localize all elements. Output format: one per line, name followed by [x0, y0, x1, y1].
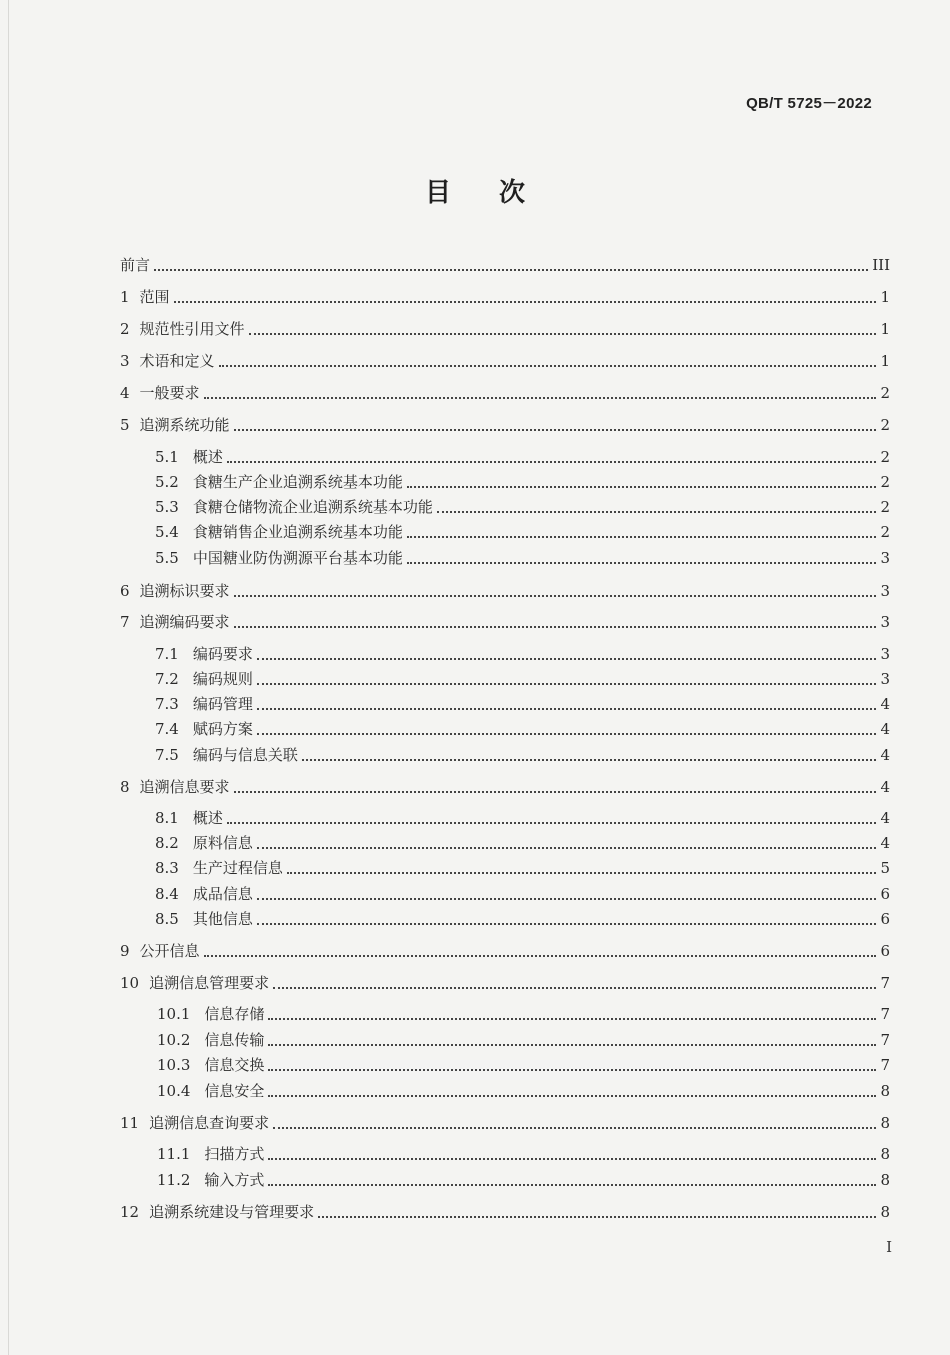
toc-entry-label: 中国糖业防伪溯源平台基本功能 — [192, 549, 403, 567]
toc-entry[interactable] — [157, 1003, 890, 1025]
dot-leader — [268, 1184, 876, 1186]
dot-leader — [227, 461, 876, 463]
dot-leader — [227, 822, 876, 824]
toc-entry[interactable] — [120, 318, 890, 340]
toc-entry[interactable] — [120, 1201, 890, 1223]
toc-entry-page: 7 — [880, 1056, 890, 1074]
toc-entry-number: 8.3 — [155, 859, 179, 877]
toc-entry-page: 4 — [880, 778, 890, 796]
toc-entry-page: 3 — [880, 582, 890, 600]
toc-entry-page: 1 — [880, 288, 890, 306]
toc-entry-page: 3 — [880, 670, 890, 688]
toc-entry-page: 2 — [880, 416, 890, 434]
toc-entry-number: 10.4 — [157, 1082, 191, 1100]
toc-entry[interactable] — [155, 643, 890, 665]
toc-entry-number: 1 — [120, 288, 130, 306]
toc-entry-label: 公开信息 — [139, 942, 200, 960]
toc-entry-label: 食糖生产企业追溯系统基本功能 — [192, 473, 403, 491]
toc-entry[interactable] — [120, 382, 890, 404]
toc-entry-label: 一般要求 — [139, 384, 200, 402]
toc-entry-page: 7 — [880, 974, 890, 992]
toc-entry-number: 2 — [120, 320, 130, 338]
toc-entry-number: 8.5 — [155, 910, 179, 928]
toc-entry-number: 9 — [120, 942, 130, 960]
toc-entry[interactable] — [120, 611, 890, 633]
dot-leader — [437, 511, 876, 513]
toc-entry-label: 食糖销售企业追溯系统基本功能 — [192, 523, 403, 541]
toc-entry-label: 追溯系统功能 — [139, 416, 230, 434]
dot-leader — [257, 683, 876, 685]
dot-leader — [268, 1069, 876, 1071]
toc-entry-number: 8 — [120, 778, 130, 796]
toc-entry-number: 10 — [120, 974, 140, 992]
toc-entry-label: 规范性引用文件 — [139, 320, 245, 338]
toc-entry-number: 3 — [120, 352, 130, 370]
toc-entry-number: 5 — [120, 416, 130, 434]
toc-entry-page: 4 — [880, 746, 890, 764]
toc-entry-page: 8 — [880, 1171, 890, 1189]
toc-entry-number: 7.2 — [155, 670, 179, 688]
dot-leader — [257, 898, 876, 900]
toc-entry-label: 其他信息 — [192, 910, 253, 928]
toc-entry[interactable] — [120, 972, 890, 994]
toc-entry-page: 4 — [880, 695, 890, 713]
toc-entry-number: 8.2 — [155, 834, 179, 852]
dot-leader — [407, 486, 876, 488]
dot-leader — [257, 847, 876, 849]
toc-entry-number: 7.3 — [155, 695, 179, 713]
toc-entry[interactable] — [120, 1112, 890, 1134]
dot-leader — [249, 333, 876, 335]
toc-entry-number: 5.2 — [155, 473, 179, 491]
toc-entry-label: 编码管理 — [192, 695, 253, 713]
toc-entry-number: 11 — [120, 1114, 140, 1132]
toc-entry-page: 2 — [880, 498, 890, 516]
toc-entry-page: 8 — [880, 1114, 890, 1132]
toc-entry-number: 5.3 — [155, 498, 179, 516]
toc-entry-label: 编码规则 — [192, 670, 253, 688]
toc-entry-label: 概述 — [192, 448, 223, 466]
dot-leader — [234, 791, 876, 793]
toc-entry-page: 6 — [880, 942, 890, 960]
toc-entry[interactable] — [155, 496, 890, 518]
toc-entry-label: 扫描方式 — [204, 1145, 265, 1163]
dot-leader — [234, 626, 876, 628]
toc-entry-page: 5 — [880, 859, 890, 877]
toc-entry-label: 原料信息 — [192, 834, 253, 852]
toc-entry-number: 7.1 — [155, 645, 179, 663]
toc-entry[interactable] — [155, 857, 890, 879]
dot-leader — [174, 301, 876, 303]
toc-entry[interactable] — [155, 883, 890, 905]
toc-entry-label: 范围 — [139, 288, 170, 306]
toc-entry[interactable] — [120, 254, 890, 276]
toc-entry-page: 1 — [880, 320, 890, 338]
toc-entry-number: 8.1 — [155, 809, 179, 827]
toc-entry[interactable] — [157, 1143, 890, 1165]
toc-entry-number: 10.3 — [157, 1056, 191, 1074]
toc-entry-number: 11.1 — [157, 1145, 191, 1163]
toc-entry-page: 2 — [880, 384, 890, 402]
toc-entry-number: 8.4 — [155, 885, 179, 903]
toc-entry[interactable] — [155, 668, 890, 690]
toc-entry[interactable] — [120, 776, 890, 798]
dot-leader — [318, 1216, 876, 1218]
toc-entry[interactable] — [155, 547, 890, 569]
toc-entry-page: 3 — [880, 613, 890, 631]
toc-entry-label: 食糖仓储物流企业追溯系统基本功能 — [192, 498, 433, 516]
toc-entry[interactable] — [155, 521, 890, 543]
dot-leader — [219, 365, 876, 367]
toc-entry-page: 6 — [880, 885, 890, 903]
toc-entry-label: 追溯系统建设与管理要求 — [149, 1203, 315, 1221]
toc-entry-label: 术语和定义 — [139, 352, 215, 370]
dot-leader — [268, 1044, 876, 1046]
dot-leader — [273, 1127, 876, 1129]
toc-entry-label: 赋码方案 — [192, 720, 253, 738]
toc-entry[interactable] — [157, 1080, 890, 1102]
dot-leader — [154, 269, 868, 271]
dot-leader — [257, 733, 876, 735]
toc-entry-label: 信息传输 — [204, 1031, 265, 1049]
toc-entry[interactable] — [155, 807, 890, 829]
toc-entry-number: 7.4 — [155, 720, 179, 738]
toc-entry-label: 信息交换 — [204, 1056, 265, 1074]
toc-entry-label: 编码与信息关联 — [192, 746, 298, 764]
dot-leader — [257, 708, 876, 710]
toc-entry-page: 8 — [880, 1082, 890, 1100]
toc-entry[interactable] — [157, 1029, 890, 1051]
toc-entry[interactable] — [157, 1169, 890, 1191]
toc-entry[interactable] — [155, 693, 890, 715]
toc-entry-page: 8 — [880, 1203, 890, 1221]
toc-entry-page: 7 — [880, 1031, 890, 1049]
toc-entry[interactable] — [155, 908, 890, 930]
dot-leader — [268, 1158, 876, 1160]
toc-entry-page: 2 — [880, 448, 890, 466]
toc-entry-page: 2 — [880, 523, 890, 541]
dot-leader — [204, 955, 876, 957]
toc-entry-label: 追溯信息要求 — [139, 778, 230, 796]
toc-entry-page: III — [872, 256, 890, 274]
toc-entry-page: 4 — [880, 720, 890, 738]
toc-entry-number: 11.2 — [157, 1171, 191, 1189]
toc-entry-label: 追溯编码要求 — [139, 613, 230, 631]
toc-entry-number: 7 — [120, 613, 130, 631]
toc-entry-label: 输入方式 — [204, 1171, 265, 1189]
toc-entry-number: 10.1 — [157, 1005, 191, 1023]
toc-entry-number: 5.5 — [155, 549, 179, 567]
dot-leader — [407, 536, 876, 538]
toc-entry[interactable] — [155, 471, 890, 493]
toc-entry[interactable] — [120, 414, 890, 436]
toc-entry-number: 5.4 — [155, 523, 179, 541]
toc-entry[interactable] — [155, 446, 890, 468]
toc-entry[interactable] — [120, 580, 890, 602]
toc-entry-page: 1 — [880, 352, 890, 370]
toc-entry[interactable] — [155, 744, 890, 766]
toc-entry-page: 7 — [880, 1005, 890, 1023]
toc-entry-number: 12 — [120, 1203, 140, 1221]
dot-leader — [302, 759, 876, 761]
toc-entry-label: 追溯标识要求 — [139, 582, 230, 600]
page-title: 目次 — [424, 178, 573, 208]
standard-code: QB/T 5725－2022 — [746, 95, 872, 112]
page-number: I — [886, 1238, 892, 1256]
toc-entry-page: 3 — [880, 645, 890, 663]
dot-leader — [204, 397, 876, 399]
dot-leader — [234, 429, 876, 431]
toc-entry[interactable] — [120, 350, 890, 372]
toc-entry-number: 7.5 — [155, 746, 179, 764]
toc-entry[interactable] — [120, 286, 890, 308]
toc-entry-label: 生产过程信息 — [192, 859, 283, 877]
toc-entry[interactable] — [155, 832, 890, 854]
toc-entry-label: 概述 — [192, 809, 223, 827]
toc-entry-page: 6 — [880, 910, 890, 928]
toc-entry-page: 3 — [880, 549, 890, 567]
toc-entry-label: 成品信息 — [192, 885, 253, 903]
toc-entry-label: 追溯信息管理要求 — [149, 974, 270, 992]
toc-entry-label: 编码要求 — [192, 645, 253, 663]
dot-leader — [287, 872, 876, 874]
toc-entry-number: 5.1 — [155, 448, 179, 466]
dot-leader — [268, 1095, 876, 1097]
toc-entry-page: 2 — [880, 473, 890, 491]
toc-entry-number: 4 — [120, 384, 130, 402]
toc-entry-label: 信息存储 — [204, 1005, 265, 1023]
toc-entry-number: 10.2 — [157, 1031, 191, 1049]
toc-entry-label: 信息安全 — [204, 1082, 265, 1100]
toc-entry-label: 前言 — [120, 256, 151, 274]
toc-entry-page: 4 — [880, 834, 890, 852]
toc-entry-number: 6 — [120, 582, 130, 600]
toc-entry[interactable] — [155, 718, 890, 740]
toc-entry-label: 追溯信息查询要求 — [149, 1114, 270, 1132]
toc-entry-page: 8 — [880, 1145, 890, 1163]
toc-entry-page: 4 — [880, 809, 890, 827]
dot-leader — [257, 923, 876, 925]
dot-leader — [234, 595, 876, 597]
dot-leader — [273, 987, 876, 989]
toc-entry[interactable] — [120, 940, 890, 962]
dot-leader — [268, 1018, 876, 1020]
toc-entry[interactable] — [157, 1054, 890, 1076]
dot-leader — [257, 658, 876, 660]
dot-leader — [407, 562, 876, 564]
